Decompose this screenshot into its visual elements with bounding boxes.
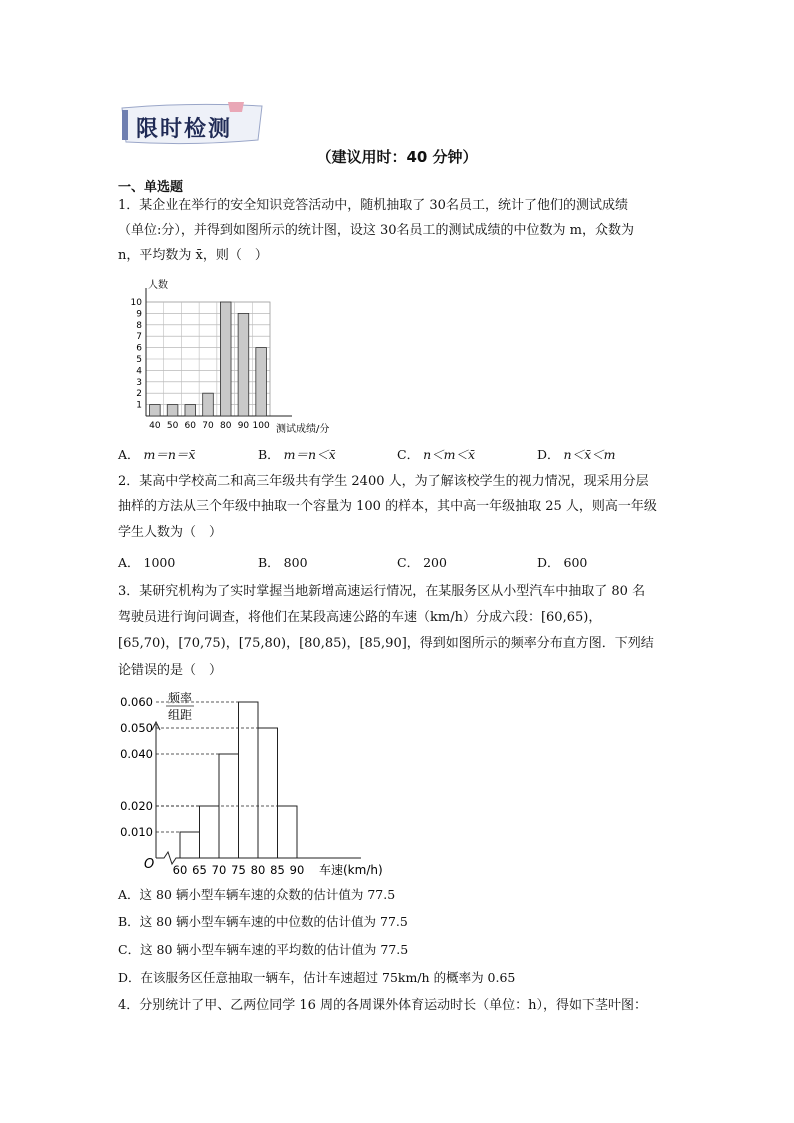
chart1-ytick-label: 3 <box>136 377 142 388</box>
chart2-xtick-label: 80 <box>250 863 266 877</box>
chart2-origin-label: O <box>144 857 155 872</box>
chart2-xtick-label: 85 <box>270 863 285 877</box>
chart2-bar <box>180 832 200 858</box>
chart1-ytick-label: 5 <box>136 355 142 365</box>
chart2-xtick-label: 65 <box>192 863 207 877</box>
chart1-bar <box>203 393 214 416</box>
pin-icon <box>228 102 244 112</box>
chart2-xtick-label: 75 <box>231 863 246 877</box>
chart1-bar <box>150 405 161 416</box>
chart2-bar <box>200 806 220 858</box>
chart2-bar <box>239 702 259 858</box>
chart1-ytick-label: 1 <box>136 400 142 411</box>
suggested-time: （建议用时：40 分钟） <box>316 148 478 166</box>
q2-option-c[interactable]: C． 200 <box>397 555 447 570</box>
chart1-xtick-label: 70 <box>202 421 214 431</box>
chart1-ytick-label: 2 <box>136 389 142 400</box>
chart1-ylabel: 人数 <box>148 280 168 291</box>
chart1-bar <box>185 405 196 416</box>
chart1-xtick-label: 80 <box>219 421 232 431</box>
chart-speed-histogram <box>118 686 408 882</box>
chart1-xtick-label: 60 <box>184 421 197 431</box>
q3-option-b[interactable]: B．这 80 辆小型车辆车速的中位数的估计值为 77.5 <box>118 914 408 929</box>
q3-option-c[interactable]: C．这 80 辆小型车辆车速的平均数的估计值为 77.5 <box>118 942 409 957</box>
q3-line4: 论错误的是（ ） <box>118 663 223 678</box>
q1-line2: （单位:分），并得到如图所示的统计图，设这 30名员工的测试成绩的中位数为 m，众数为 <box>118 223 635 238</box>
q2-option-b[interactable]: B． 800 <box>258 555 308 570</box>
chart2-bar <box>258 728 278 858</box>
q1-option-c[interactable]: C． n＜m＜x̄ <box>397 447 476 462</box>
q3-line3: [65,70)，[70,75)，[75,80)，[80,85)，[85,90]，得到如图所示的频率分布直方图．下列结 <box>118 636 654 651</box>
q2-line3: 学生人数为（ ） <box>118 525 223 540</box>
badge-title: 限时检测 <box>136 117 233 142</box>
chart1-ytick-label: 7 <box>136 332 142 343</box>
chart2-xtick-label: 90 <box>289 863 305 877</box>
q1-option-d[interactable]: D． n＜x̄＜m <box>537 447 616 462</box>
section-title: 一、单选题 <box>118 180 184 195</box>
chart2-ylabel-top: 频率 <box>167 691 193 705</box>
chart1-xlabel: 测试成绩/分 <box>276 424 330 435</box>
q4-line1: 4．分别统计了甲、乙两位同学 16 周的各周课外体育运动时长（单位：h），得如下茎叶图： <box>118 998 647 1013</box>
q3-option-a[interactable]: A．这 80 辆小型车辆车速的众数的估计值为 77.5 <box>118 887 396 902</box>
chart1-ytick-label: 9 <box>136 309 142 320</box>
chart1-ytick-label: 8 <box>136 320 142 331</box>
chart2-ytick-label: 0.020 <box>120 799 153 813</box>
q3-line2: 驾驶员进行询问调查，将他们在某段高速公路的车速（km/h）分成六段：[60,65)， <box>118 610 602 625</box>
chart1-xtick-label: 90 <box>237 421 250 431</box>
chart1-xtick-label: 50 <box>166 421 179 431</box>
chart1-bar <box>256 348 267 416</box>
chart1-bar <box>167 405 178 416</box>
chart1-bar <box>238 313 249 416</box>
chart2-xlabel: 车速(km/h) <box>319 863 383 877</box>
chart1-ytick-label: 10 <box>130 298 142 308</box>
chart2-xtick-label: 60 <box>172 863 188 877</box>
chart2-ytick-label: 0.010 <box>120 825 153 839</box>
chart1-ytick-label: 4 <box>136 366 142 377</box>
q2-line1: 2．某高中学校高二和高三年级共有学生 2400 人，为了解该校学生的视力情况，现采用分层 <box>118 474 649 489</box>
chart-score-histogram <box>118 274 358 436</box>
chart1-ytick-label: 6 <box>136 343 142 354</box>
chart2-ylabel-bottom: 组距 <box>167 708 193 722</box>
chart1-xtick-label: 40 <box>149 421 161 431</box>
chart1-bar <box>220 302 231 416</box>
q1-line3: n，平均数为 x̄，则（ ） <box>118 248 268 263</box>
q1-line1: 1．某企业在举行的安全知识竞答活动中，随机抽取了 30名员工，统计了他们的测试成绩 <box>118 198 628 213</box>
q1-option-a[interactable]: A． m＝n＝x̄ <box>118 447 196 462</box>
chart2-bar <box>278 806 298 858</box>
chart2-xtick-label: 70 <box>211 863 227 877</box>
q1-option-b[interactable]: B． m＝n＜x̄ <box>258 447 336 462</box>
q2-option-d[interactable]: D． 600 <box>537 555 588 570</box>
q3-option-d[interactable]: D．在该服务区任意抽取一辆车，估计车速超过 75km/h 的概率为 0.65 <box>118 970 516 985</box>
chart2-ytick-label: 0.060 <box>120 695 153 709</box>
chart2-ytick-label: 0.040 <box>120 747 153 761</box>
q2-line2: 抽样的方法从三个年级中抽取一个容量为 100 的样本，其中高一年级抽取 25 人，则高一年级 <box>118 499 657 514</box>
chart1-xtick-label: 100 <box>252 421 270 431</box>
q3-line1: 3．某研究机构为了实时掌握当地新增高速运行情况，在某服务区从小型汽车中抽取了 80 名 <box>118 584 646 599</box>
q2-option-a[interactable]: A． 1000 <box>118 555 176 570</box>
chart2-ytick-label: 0.050 <box>120 721 153 735</box>
